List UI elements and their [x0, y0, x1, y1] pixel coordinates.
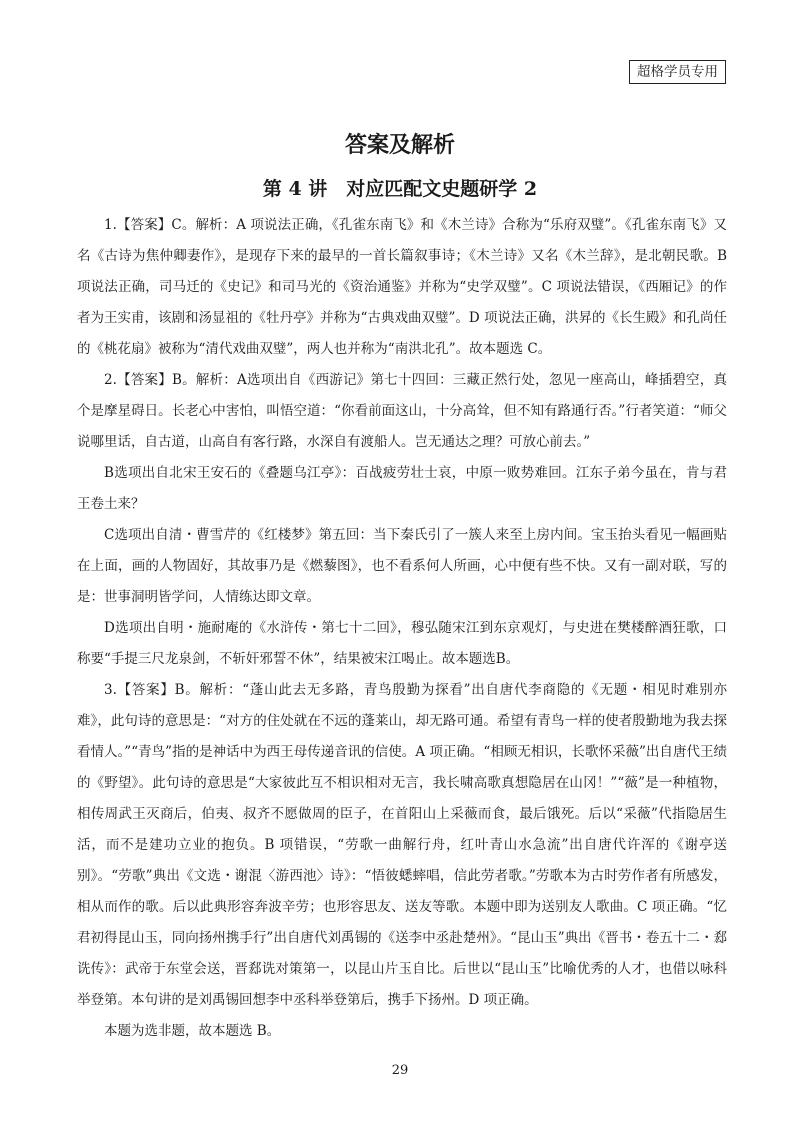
page-number: 29: [391, 1063, 409, 1078]
answer-3-conclusion: 本题为选非题，故本题选 B。: [104, 1023, 281, 1039]
answer-body: [77, 210, 727, 1047]
answer-2-paragraph: 2.【答案】B。解析：A选项出自《西游记》第七十四回：三藏正然行处，忽见一座高山，峰插碧空，真个是摩星碍日。长老心中害怕，叫悟空道：“你看前面这山，十分高耸，但不知有路通行否。”行者笑道：“师父说哪里话，自古道，山高自有客行路，水深自有渡船人。岂无通达之理？可放心前去。”: [77, 372, 727, 450]
answer-2-option-c: C选项出自清・曹雪芹的《红楼梦》第五回：当下秦氏引了一簇人来至上房内间。宝玉抬头看见一幅画贴在上面，画的人物固好，其故事乃是《燃藜图》，也不看系何人所画，心中便有些不快。又有一副对联，写的是：世事洞明皆学问，人情练达即文章。: [77, 527, 727, 605]
lecture-title: 第 4 讲 对应匹配文史题研学 2: [262, 178, 538, 200]
answer-2-option-b: B选项出自北宋王安石的《叠题乌江亭》：百战疲劳壮士哀，中原一败势难回。江东子弟今虽在，肯与君王卷土来？: [77, 465, 727, 512]
answer-1-paragraph: 1.【答案】C。解析：A 项说法正确，《孔雀东南飞》和《木兰诗》合称为“乐府双璧”。《孔雀东南飞》又名《古诗为焦仲卿妻作》，是现存下来的最早的一首长篇叙事诗；《木兰诗》又名《木兰辞》，是北朝民歌。B 项说法正确，司马迁的《史记》和司马光的《资治通鉴》并称为“史学双璧”。C 项说法错误，《西厢记》的作者为王实甫，该剧和汤显祖的《牡丹亭》并称为“古典戏曲双璧”。D 项说法正确，洪昇的《长生殿》和孔尚任的《桃花扇》被称为“清代戏曲双璧”，两人也并称为“南洪北孔”。故本题选 C。: [77, 217, 727, 357]
page-title: 答案及解析: [344, 132, 455, 158]
answer-2-option-d: D选项出自明・施耐庵的《水浒传・第七十二回》，穆弘随宋江到东京观灯，与史进在樊楼醉酒狂歌，口称要“手提三尺龙泉剑，不斩奸邪誓不休”，结果被宋江喝止。故本题选B。: [77, 620, 727, 667]
answer-3-paragraph: 3.【答案】B。解析：“蓬山此去无多路，青鸟殷勤为探看”出自唐代李商隐的《无题・相见时难别亦难》，此句诗的意思是：“对方的住处就在不远的蓬莱山，却无路可通。希望有青鸟一样的使者殷勤地为我去探看情人。”“青鸟”指的是神话中为西王母传递音讯的信使。A 项正确。“相顾无相识，长歌怀采薇”出自唐代王绩的《野望》。此句诗的意思是“大家彼此互不相识相对无言，我长啸高歌真想隐居在山冈！”“薇”是一种植物，相传周武王灭商后，伯夷、叔齐不愿做周的臣子，在首阳山上采薇而食，最后饿死。后以“采薇”代指隐居生活，而不是建功立业的抱负。B 项错误，“劳歌一曲解行舟，红叶青山水急流”出自唐代许浑的《谢亭送别》。“劳歌”典出《文选・谢混〈游西池〉诗》：“悟彼蟋蟀唱，信此劳者歌。”劳歌本为古时劳作者有所感发，相从而作的歌。后以此典形容奔波辛劳；也形容思友、送友等歌。本题中即为送别友人歌曲。C 项正确。“忆君初得昆山玉，同向扬州携手行”出自唐代刘禹锡的《送李中丞赴楚州》。“昆山玉”典出《晋书・卷五十二・郄诜传》：武帝于东堂会送，晋郄诜对策第一，以昆山片玉自比。后世以“昆山玉”比喻优秀的人才，也借以咏科举登第。本句讲的是刘禹锡回想李中丞科举登第后，携手下扬州。D 项正确。: [77, 682, 727, 1008]
exclusive-label: 超格学员专用: [629, 60, 726, 84]
